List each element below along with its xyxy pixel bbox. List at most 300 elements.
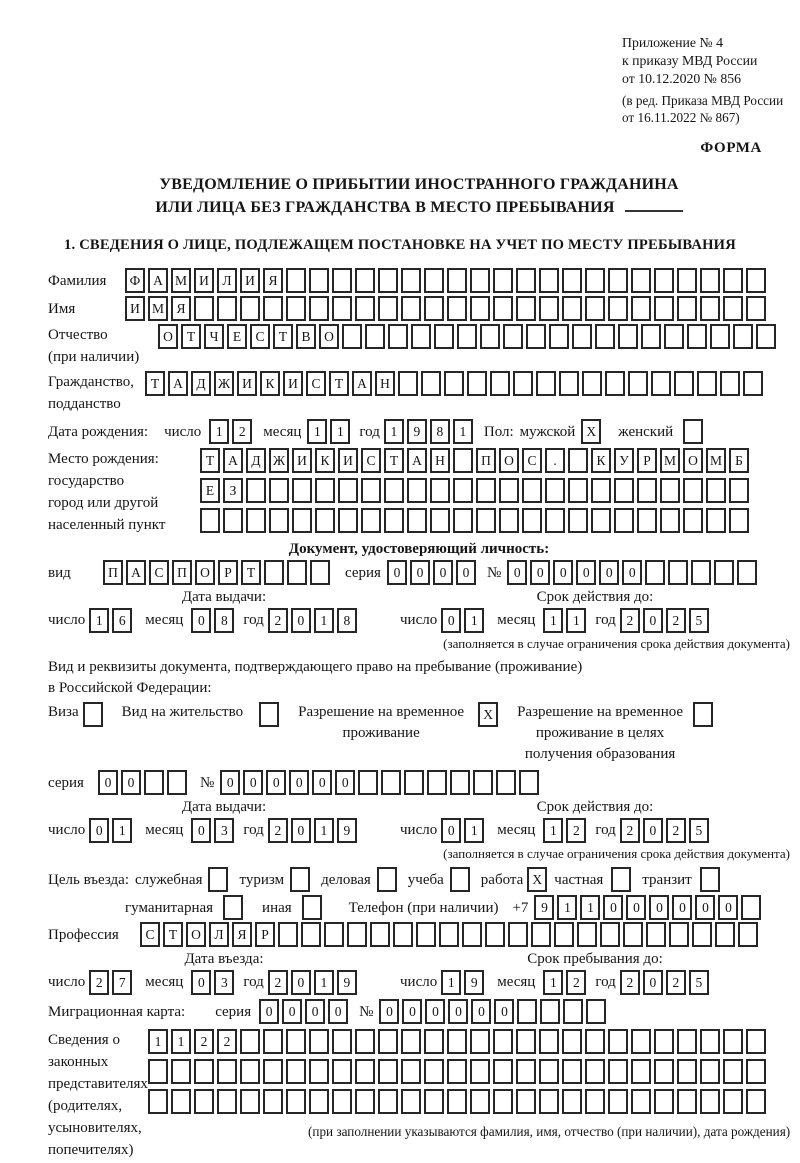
migration-card-number-cell[interactable] bbox=[563, 999, 583, 1024]
surname-cell[interactable]: Л bbox=[217, 268, 237, 293]
birth-place-cell[interactable] bbox=[384, 508, 404, 533]
profession-cell[interactable] bbox=[278, 922, 298, 947]
birth-place-cell[interactable] bbox=[706, 508, 726, 533]
visa-checkbox-cell[interactable] bbox=[83, 702, 103, 727]
patronymic-cell[interactable]: Е bbox=[227, 324, 247, 349]
identity-expiry-year-cell[interactable]: 2 bbox=[666, 608, 686, 633]
identity-doc-number-cell[interactable]: 0 bbox=[553, 560, 573, 585]
citizenship-cell[interactable] bbox=[398, 371, 418, 396]
surname-cell[interactable]: Ф bbox=[125, 268, 145, 293]
birth-place-cell[interactable]: И bbox=[292, 448, 312, 473]
profession-cell[interactable] bbox=[462, 922, 482, 947]
profession-cell[interactable] bbox=[393, 922, 413, 947]
birth-place-cell[interactable] bbox=[453, 448, 473, 473]
phone-cell[interactable] bbox=[741, 895, 761, 920]
birth-place-cell[interactable] bbox=[568, 448, 588, 473]
representatives-cell[interactable] bbox=[263, 1089, 283, 1114]
profession-cell[interactable] bbox=[416, 922, 436, 947]
given-name-cell[interactable] bbox=[378, 296, 398, 321]
residence-permit-checkbox-cell[interactable] bbox=[259, 702, 279, 727]
patronymic-cell[interactable] bbox=[572, 324, 592, 349]
profession-cell[interactable] bbox=[646, 922, 666, 947]
patronymic-cell[interactable] bbox=[618, 324, 638, 349]
purpose-business-checkbox-cell[interactable] bbox=[377, 867, 397, 892]
surname-cell[interactable] bbox=[286, 268, 306, 293]
representatives-cell[interactable] bbox=[608, 1029, 628, 1054]
identity-expiry-year-cell[interactable]: 2 bbox=[620, 608, 640, 633]
representatives-cell[interactable] bbox=[562, 1029, 582, 1054]
citizenship-cell[interactable] bbox=[628, 371, 648, 396]
residence-issue-year-cell[interactable]: 2 bbox=[268, 818, 288, 843]
residence-doc-number-cell[interactable] bbox=[404, 770, 424, 795]
profession-cell[interactable] bbox=[738, 922, 758, 947]
residence-doc-number-cell[interactable] bbox=[519, 770, 539, 795]
stay-month-cell[interactable]: 1 bbox=[543, 970, 563, 995]
identity-doc-series-cell[interactable]: 0 bbox=[387, 560, 407, 585]
representatives-cell[interactable]: 1 bbox=[171, 1029, 191, 1054]
identity-doc-number-cell[interactable]: 0 bbox=[622, 560, 642, 585]
surname-cell[interactable] bbox=[378, 268, 398, 293]
birth-place-cell[interactable] bbox=[591, 508, 611, 533]
citizenship-cell[interactable]: Т bbox=[329, 371, 349, 396]
representatives-cell[interactable] bbox=[263, 1029, 283, 1054]
residence-doc-series-cell[interactable]: 0 bbox=[98, 770, 118, 795]
identity-doc-number-cell[interactable] bbox=[668, 560, 688, 585]
profession-cell[interactable] bbox=[324, 922, 344, 947]
identity-issue-month-cell[interactable]: 8 bbox=[214, 608, 234, 633]
birth-place-cell[interactable]: О bbox=[499, 448, 519, 473]
representatives-cell[interactable] bbox=[700, 1059, 720, 1084]
representatives-cell[interactable] bbox=[700, 1089, 720, 1114]
representatives-cell[interactable] bbox=[654, 1059, 674, 1084]
patronymic-cell[interactable] bbox=[641, 324, 661, 349]
profession-cell[interactable] bbox=[508, 922, 528, 947]
representatives-cell[interactable] bbox=[286, 1089, 306, 1114]
identity-doc-kind-cell[interactable]: О bbox=[195, 560, 215, 585]
birth-place-cell[interactable] bbox=[476, 478, 496, 503]
given-name-cell[interactable] bbox=[516, 296, 536, 321]
surname-cell[interactable] bbox=[585, 268, 605, 293]
representatives-cell[interactable] bbox=[401, 1059, 421, 1084]
representatives-cell[interactable] bbox=[401, 1029, 421, 1054]
migration-card-series-cell[interactable]: 0 bbox=[328, 999, 348, 1024]
residence-expiry-year-cell[interactable]: 2 bbox=[620, 818, 640, 843]
migration-card-number-cell[interactable] bbox=[586, 999, 606, 1024]
birth-place-cell[interactable]: А bbox=[223, 448, 243, 473]
surname-cell[interactable] bbox=[424, 268, 444, 293]
surname-cell[interactable] bbox=[539, 268, 559, 293]
representatives-cell[interactable] bbox=[470, 1089, 490, 1114]
given-name-cell[interactable]: Я bbox=[171, 296, 191, 321]
representatives-cell[interactable] bbox=[654, 1029, 674, 1054]
profession-cell[interactable] bbox=[347, 922, 367, 947]
birth-place-cell[interactable] bbox=[637, 478, 657, 503]
birth-place-cell[interactable] bbox=[315, 478, 335, 503]
surname-cell[interactable] bbox=[677, 268, 697, 293]
birth-place-cell[interactable] bbox=[453, 508, 473, 533]
patronymic-cell[interactable] bbox=[503, 324, 523, 349]
birth-place-cell[interactable]: Т bbox=[384, 448, 404, 473]
birth-place-cell[interactable] bbox=[522, 478, 542, 503]
surname-cell[interactable] bbox=[470, 268, 490, 293]
representatives-cell[interactable] bbox=[355, 1059, 375, 1084]
representatives-cell[interactable] bbox=[585, 1029, 605, 1054]
birth-place-cell[interactable] bbox=[453, 478, 473, 503]
patronymic-cell[interactable]: Т bbox=[273, 324, 293, 349]
residence-expiry-day-cell[interactable]: 1 bbox=[464, 818, 484, 843]
birth-place-cell[interactable] bbox=[637, 508, 657, 533]
representatives-cell[interactable] bbox=[470, 1059, 490, 1084]
stay-year-cell[interactable]: 5 bbox=[689, 970, 709, 995]
given-name-cell[interactable] bbox=[608, 296, 628, 321]
identity-doc-kind-cell[interactable] bbox=[310, 560, 330, 585]
phone-cell[interactable]: 0 bbox=[695, 895, 715, 920]
purpose-other-checkbox-cell[interactable] bbox=[302, 895, 322, 920]
identity-doc-kind-cell[interactable]: П bbox=[103, 560, 123, 585]
patronymic-cell[interactable] bbox=[480, 324, 500, 349]
surname-cell[interactable] bbox=[608, 268, 628, 293]
residence-doc-number-cell[interactable]: 0 bbox=[220, 770, 240, 795]
birth-year-cell[interactable]: 8 bbox=[430, 419, 450, 444]
citizenship-cell[interactable]: Д bbox=[191, 371, 211, 396]
identity-doc-number-cell[interactable] bbox=[691, 560, 711, 585]
citizenship-cell[interactable] bbox=[513, 371, 533, 396]
phone-cell[interactable]: 0 bbox=[649, 895, 669, 920]
representatives-cell[interactable] bbox=[378, 1029, 398, 1054]
phone-cell[interactable]: 0 bbox=[603, 895, 623, 920]
representatives-cell[interactable] bbox=[424, 1089, 444, 1114]
citizenship-cell[interactable]: Н bbox=[375, 371, 395, 396]
residence-doc-number-cell[interactable] bbox=[473, 770, 493, 795]
citizenship-cell[interactable] bbox=[720, 371, 740, 396]
birth-place-cell[interactable] bbox=[407, 508, 427, 533]
identity-doc-kind-cell[interactable]: Т bbox=[241, 560, 261, 585]
representatives-cell[interactable] bbox=[286, 1029, 306, 1054]
surname-cell[interactable] bbox=[654, 268, 674, 293]
purpose-tourism-checkbox-cell[interactable] bbox=[290, 867, 310, 892]
representatives-cell[interactable] bbox=[539, 1029, 559, 1054]
migration-card-number-cell[interactable] bbox=[540, 999, 560, 1024]
identity-issue-year-cell[interactable]: 8 bbox=[337, 608, 357, 633]
birth-place-cell[interactable] bbox=[568, 478, 588, 503]
birth-month-cell[interactable]: 1 bbox=[307, 419, 327, 444]
residence-doc-number-cell[interactable] bbox=[358, 770, 378, 795]
surname-cell[interactable] bbox=[723, 268, 743, 293]
stay-year-cell[interactable]: 2 bbox=[666, 970, 686, 995]
stay-day-cell[interactable]: 1 bbox=[441, 970, 461, 995]
birth-place-cell[interactable]: Д bbox=[246, 448, 266, 473]
purpose-humanitarian-checkbox-cell[interactable] bbox=[223, 895, 243, 920]
birth-place-cell[interactable] bbox=[545, 478, 565, 503]
profession-cell[interactable] bbox=[623, 922, 643, 947]
identity-issue-month-cell[interactable]: 0 bbox=[191, 608, 211, 633]
migration-card-number-cell[interactable] bbox=[517, 999, 537, 1024]
birth-place-cell[interactable] bbox=[200, 508, 220, 533]
entry-year-cell[interactable]: 0 bbox=[291, 970, 311, 995]
residence-doc-number-cell[interactable]: 0 bbox=[312, 770, 332, 795]
given-name-cell[interactable] bbox=[355, 296, 375, 321]
sex-male-checkbox-cell[interactable]: X bbox=[581, 419, 601, 444]
given-name-cell[interactable]: И bbox=[125, 296, 145, 321]
representatives-cell[interactable]: 2 bbox=[194, 1029, 214, 1054]
phone-cell[interactable]: 1 bbox=[557, 895, 577, 920]
citizenship-cell[interactable]: И bbox=[283, 371, 303, 396]
given-name-cell[interactable] bbox=[654, 296, 674, 321]
representatives-cell[interactable] bbox=[217, 1059, 237, 1084]
representatives-cell[interactable] bbox=[631, 1059, 651, 1084]
profession-cell[interactable] bbox=[531, 922, 551, 947]
birth-place-cell[interactable] bbox=[246, 508, 266, 533]
given-name-cell[interactable] bbox=[332, 296, 352, 321]
residence-issue-year-cell[interactable]: 1 bbox=[314, 818, 334, 843]
surname-cell[interactable] bbox=[562, 268, 582, 293]
residence-doc-number-cell[interactable]: 0 bbox=[266, 770, 286, 795]
residence-expiry-year-cell[interactable]: 0 bbox=[643, 818, 663, 843]
profession-cell[interactable]: Р bbox=[255, 922, 275, 947]
representatives-cell[interactable] bbox=[516, 1059, 536, 1084]
citizenship-cell[interactable] bbox=[444, 371, 464, 396]
representatives-cell[interactable] bbox=[263, 1059, 283, 1084]
identity-doc-number-cell[interactable]: 0 bbox=[530, 560, 550, 585]
entry-year-cell[interactable]: 1 bbox=[314, 970, 334, 995]
entry-year-cell[interactable]: 9 bbox=[337, 970, 357, 995]
birth-place-cell[interactable] bbox=[706, 478, 726, 503]
given-name-cell[interactable] bbox=[746, 296, 766, 321]
birth-place-cell[interactable] bbox=[729, 478, 749, 503]
given-name-cell[interactable] bbox=[240, 296, 260, 321]
citizenship-cell[interactable]: К bbox=[260, 371, 280, 396]
birth-place-cell[interactable] bbox=[315, 508, 335, 533]
representatives-cell[interactable] bbox=[171, 1089, 191, 1114]
profession-cell[interactable]: Т bbox=[163, 922, 183, 947]
identity-expiry-month-cell[interactable]: 1 bbox=[543, 608, 563, 633]
birth-place-cell[interactable] bbox=[591, 478, 611, 503]
given-name-cell[interactable] bbox=[539, 296, 559, 321]
residence-doc-number-cell[interactable] bbox=[427, 770, 447, 795]
citizenship-cell[interactable] bbox=[743, 371, 763, 396]
birth-year-cell[interactable]: 1 bbox=[384, 419, 404, 444]
residence-expiry-year-cell[interactable]: 2 bbox=[666, 818, 686, 843]
given-name-cell[interactable] bbox=[677, 296, 697, 321]
residence-doc-number-cell[interactable] bbox=[450, 770, 470, 795]
birth-place-cell[interactable]: . bbox=[545, 448, 565, 473]
residence-expiry-month-cell[interactable]: 2 bbox=[566, 818, 586, 843]
identity-doc-number-cell[interactable] bbox=[714, 560, 734, 585]
birth-place-cell[interactable]: А bbox=[407, 448, 427, 473]
representatives-cell[interactable] bbox=[194, 1059, 214, 1084]
birth-year-cell[interactable]: 1 bbox=[453, 419, 473, 444]
representatives-cell[interactable] bbox=[631, 1029, 651, 1054]
citizenship-cell[interactable] bbox=[582, 371, 602, 396]
patronymic-cell[interactable]: Ч bbox=[204, 324, 224, 349]
purpose-work-checkbox-cell[interactable]: X bbox=[527, 867, 547, 892]
citizenship-cell[interactable]: И bbox=[237, 371, 257, 396]
surname-cell[interactable] bbox=[631, 268, 651, 293]
citizenship-cell[interactable] bbox=[467, 371, 487, 396]
migration-card-number-cell[interactable]: 0 bbox=[494, 999, 514, 1024]
patronymic-cell[interactable] bbox=[595, 324, 615, 349]
stay-day-cell[interactable]: 9 bbox=[464, 970, 484, 995]
birth-place-cell[interactable] bbox=[614, 508, 634, 533]
representatives-cell[interactable] bbox=[700, 1029, 720, 1054]
birth-year-cell[interactable]: 9 bbox=[407, 419, 427, 444]
patronymic-cell[interactable]: О bbox=[158, 324, 178, 349]
representatives-cell[interactable] bbox=[332, 1059, 352, 1084]
surname-cell[interactable] bbox=[746, 268, 766, 293]
given-name-cell[interactable] bbox=[401, 296, 421, 321]
representatives-cell[interactable] bbox=[539, 1059, 559, 1084]
profession-cell[interactable]: С bbox=[140, 922, 160, 947]
birth-place-cell[interactable]: Б bbox=[729, 448, 749, 473]
identity-issue-day-cell[interactable]: 1 bbox=[89, 608, 109, 633]
citizenship-cell[interactable] bbox=[651, 371, 671, 396]
patronymic-cell[interactable] bbox=[365, 324, 385, 349]
identity-issue-year-cell[interactable]: 0 bbox=[291, 608, 311, 633]
birth-place-cell[interactable]: Р bbox=[637, 448, 657, 473]
identity-doc-number-cell[interactable]: 0 bbox=[507, 560, 527, 585]
birth-place-cell[interactable] bbox=[223, 508, 243, 533]
phone-cell[interactable]: 0 bbox=[626, 895, 646, 920]
patronymic-cell[interactable] bbox=[434, 324, 454, 349]
birth-place-cell[interactable] bbox=[338, 478, 358, 503]
representatives-cell[interactable] bbox=[378, 1089, 398, 1114]
representatives-cell[interactable] bbox=[148, 1059, 168, 1084]
residence-doc-number-cell[interactable] bbox=[496, 770, 516, 795]
birth-place-cell[interactable]: С bbox=[522, 448, 542, 473]
citizenship-cell[interactable]: Ж bbox=[214, 371, 234, 396]
residence-doc-number-cell[interactable]: 0 bbox=[289, 770, 309, 795]
citizenship-cell[interactable] bbox=[421, 371, 441, 396]
representatives-cell[interactable] bbox=[470, 1029, 490, 1054]
purpose-private-checkbox-cell[interactable] bbox=[611, 867, 631, 892]
phone-cell[interactable]: 0 bbox=[718, 895, 738, 920]
birth-place-cell[interactable]: Е bbox=[200, 478, 220, 503]
representatives-cell[interactable] bbox=[746, 1059, 766, 1084]
profession-cell[interactable] bbox=[715, 922, 735, 947]
representatives-cell[interactable] bbox=[585, 1059, 605, 1084]
temp-permit-checkbox-cell[interactable]: X bbox=[478, 702, 498, 727]
representatives-cell[interactable] bbox=[539, 1089, 559, 1114]
entry-year-cell[interactable]: 2 bbox=[268, 970, 288, 995]
identity-doc-kind-cell[interactable]: Р bbox=[218, 560, 238, 585]
representatives-cell[interactable] bbox=[240, 1089, 260, 1114]
patronymic-cell[interactable] bbox=[664, 324, 684, 349]
patronymic-cell[interactable] bbox=[526, 324, 546, 349]
given-name-cell[interactable] bbox=[447, 296, 467, 321]
purpose-study-checkbox-cell[interactable] bbox=[450, 867, 470, 892]
representatives-cell[interactable] bbox=[585, 1089, 605, 1114]
identity-doc-number-cell[interactable] bbox=[645, 560, 665, 585]
given-name-cell[interactable] bbox=[493, 296, 513, 321]
purpose-transit-checkbox-cell[interactable] bbox=[700, 867, 720, 892]
birth-place-cell[interactable] bbox=[361, 478, 381, 503]
identity-issue-year-cell[interactable]: 1 bbox=[314, 608, 334, 633]
surname-cell[interactable] bbox=[332, 268, 352, 293]
migration-card-number-cell[interactable]: 0 bbox=[379, 999, 399, 1024]
patronymic-cell[interactable]: С bbox=[250, 324, 270, 349]
birth-place-cell[interactable] bbox=[384, 478, 404, 503]
identity-doc-kind-cell[interactable]: П bbox=[172, 560, 192, 585]
given-name-cell[interactable] bbox=[562, 296, 582, 321]
phone-cell[interactable]: 0 bbox=[672, 895, 692, 920]
given-name-cell[interactable] bbox=[309, 296, 329, 321]
temp-permit-edu-checkbox-cell[interactable] bbox=[693, 702, 713, 727]
stay-year-cell[interactable]: 2 bbox=[620, 970, 640, 995]
profession-cell[interactable] bbox=[554, 922, 574, 947]
representatives-cell[interactable]: 1 bbox=[148, 1029, 168, 1054]
identity-doc-series-cell[interactable]: 0 bbox=[410, 560, 430, 585]
profession-cell[interactable] bbox=[669, 922, 689, 947]
representatives-cell[interactable] bbox=[677, 1029, 697, 1054]
identity-doc-number-cell[interactable]: 0 bbox=[576, 560, 596, 585]
profession-cell[interactable] bbox=[485, 922, 505, 947]
birth-place-cell[interactable]: П bbox=[476, 448, 496, 473]
representatives-cell[interactable] bbox=[355, 1089, 375, 1114]
residence-doc-series-cell[interactable]: 0 bbox=[121, 770, 141, 795]
given-name-cell[interactable] bbox=[263, 296, 283, 321]
representatives-cell[interactable] bbox=[355, 1029, 375, 1054]
birth-day-cell[interactable]: 2 bbox=[232, 419, 252, 444]
representatives-cell[interactable] bbox=[677, 1059, 697, 1084]
representatives-cell[interactable] bbox=[309, 1059, 329, 1084]
surname-cell[interactable] bbox=[700, 268, 720, 293]
profession-cell[interactable] bbox=[301, 922, 321, 947]
citizenship-cell[interactable] bbox=[490, 371, 510, 396]
migration-card-number-cell[interactable]: 0 bbox=[471, 999, 491, 1024]
representatives-cell[interactable] bbox=[746, 1029, 766, 1054]
given-name-cell[interactable] bbox=[424, 296, 444, 321]
representatives-cell[interactable] bbox=[493, 1029, 513, 1054]
birth-place-cell[interactable]: У bbox=[614, 448, 634, 473]
surname-cell[interactable]: И bbox=[240, 268, 260, 293]
birth-place-cell[interactable] bbox=[522, 508, 542, 533]
purpose-official-checkbox-cell[interactable] bbox=[208, 867, 228, 892]
profession-cell[interactable] bbox=[370, 922, 390, 947]
given-name-cell[interactable] bbox=[286, 296, 306, 321]
residence-expiry-year-cell[interactable]: 5 bbox=[689, 818, 709, 843]
representatives-cell[interactable] bbox=[608, 1089, 628, 1114]
representatives-cell[interactable] bbox=[723, 1089, 743, 1114]
representatives-cell[interactable] bbox=[309, 1029, 329, 1054]
patronymic-cell[interactable] bbox=[549, 324, 569, 349]
representatives-cell[interactable] bbox=[309, 1089, 329, 1114]
phone-cell[interactable]: 9 bbox=[534, 895, 554, 920]
identity-doc-kind-cell[interactable]: С bbox=[149, 560, 169, 585]
representatives-cell[interactable] bbox=[562, 1059, 582, 1084]
birth-place-cell[interactable] bbox=[660, 478, 680, 503]
birth-month-cell[interactable]: 1 bbox=[330, 419, 350, 444]
patronymic-cell[interactable] bbox=[457, 324, 477, 349]
representatives-cell[interactable] bbox=[194, 1089, 214, 1114]
given-name-cell[interactable] bbox=[700, 296, 720, 321]
residence-doc-series-cell[interactable] bbox=[144, 770, 164, 795]
representatives-cell[interactable]: 2 bbox=[217, 1029, 237, 1054]
representatives-cell[interactable] bbox=[378, 1059, 398, 1084]
given-name-cell[interactable] bbox=[217, 296, 237, 321]
representatives-cell[interactable] bbox=[240, 1029, 260, 1054]
given-name-cell[interactable] bbox=[723, 296, 743, 321]
birth-place-cell[interactable]: Т bbox=[200, 448, 220, 473]
representatives-cell[interactable] bbox=[447, 1089, 467, 1114]
identity-doc-kind-cell[interactable] bbox=[264, 560, 284, 585]
given-name-cell[interactable] bbox=[585, 296, 605, 321]
residence-doc-number-cell[interactable]: 0 bbox=[243, 770, 263, 795]
representatives-cell[interactable] bbox=[424, 1059, 444, 1084]
surname-cell[interactable]: А bbox=[148, 268, 168, 293]
profession-cell[interactable] bbox=[439, 922, 459, 947]
patronymic-cell[interactable] bbox=[733, 324, 753, 349]
stay-month-cell[interactable]: 2 bbox=[566, 970, 586, 995]
